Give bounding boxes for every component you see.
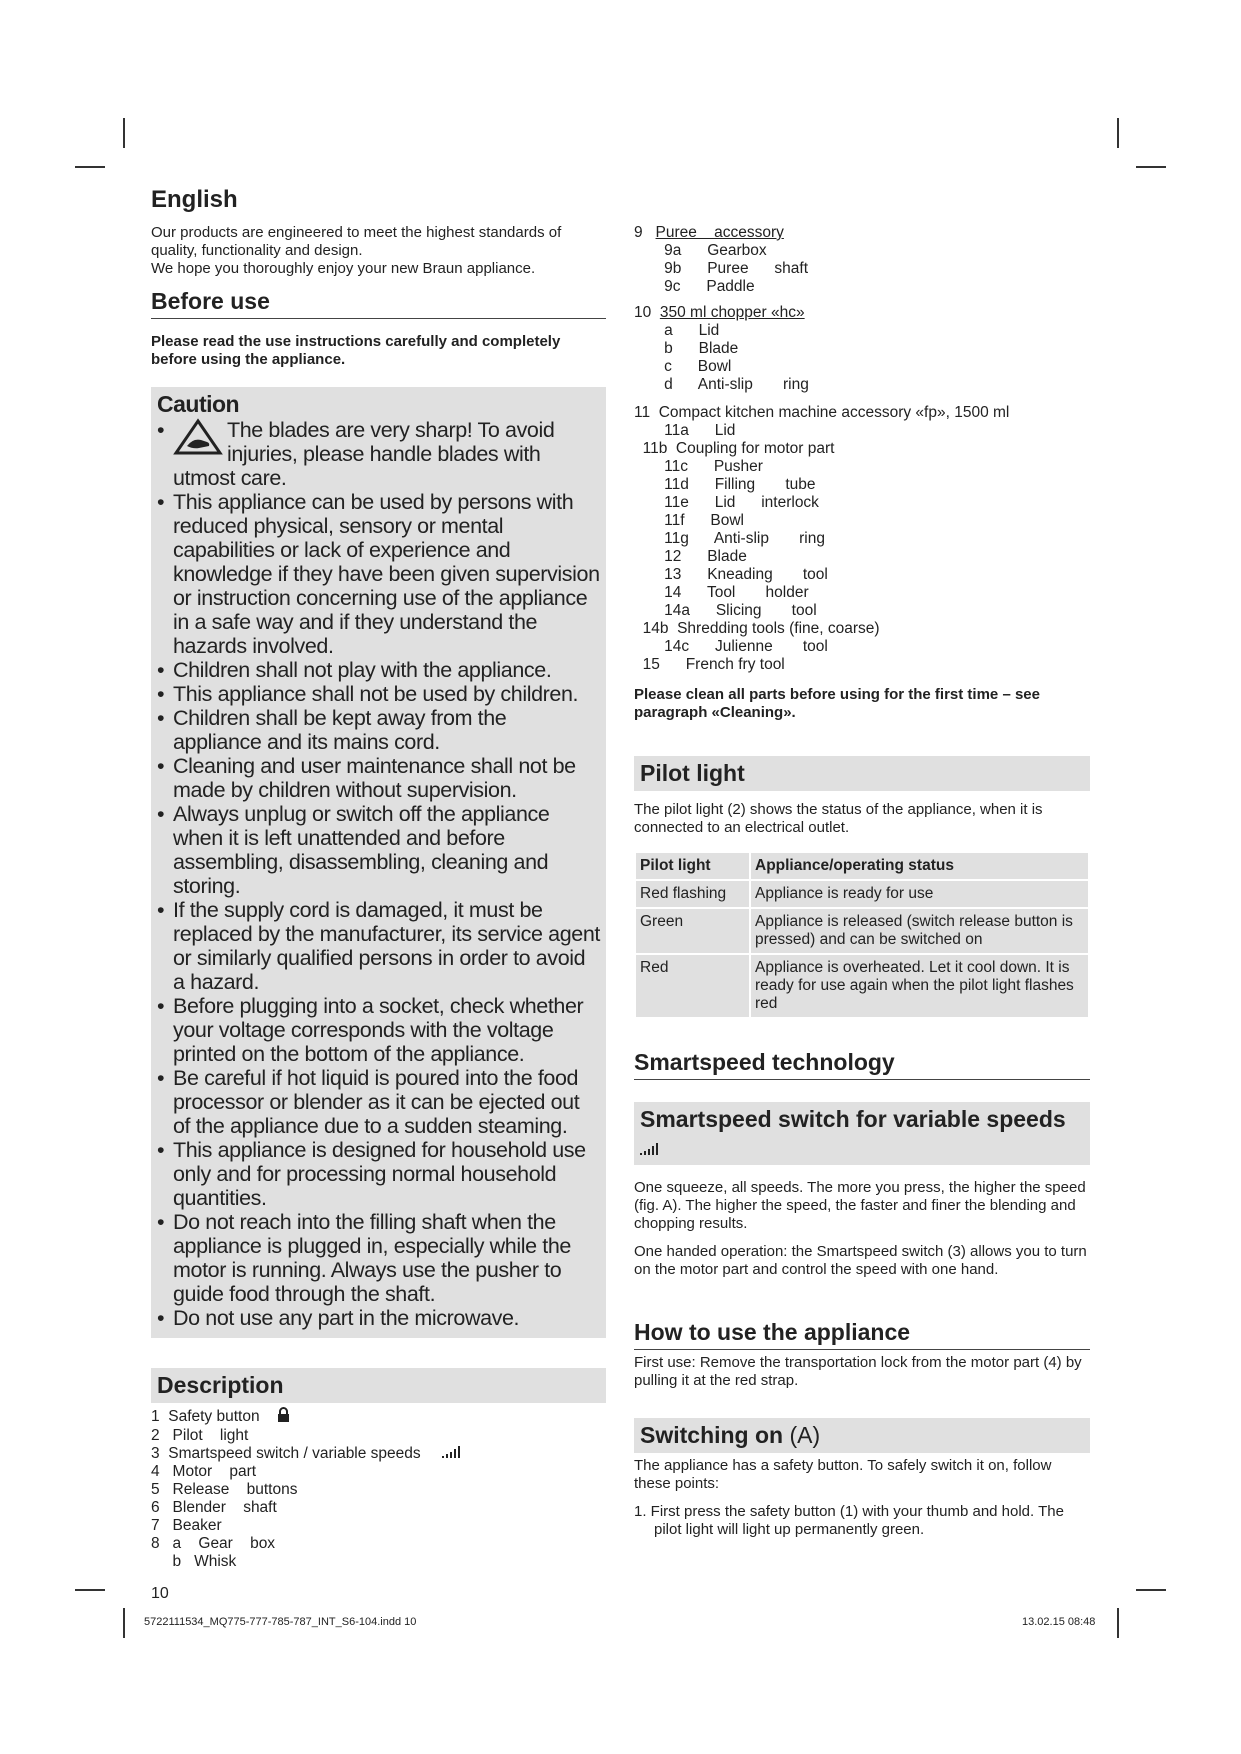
list-item: 2 Pilot light	[151, 1427, 249, 1444]
caution-item: • The blades are very sharp! To avoid injuries, please handle blades with utmost care.	[157, 418, 600, 490]
list-item: b Whisk	[151, 1553, 237, 1571]
crop-mark	[75, 1589, 105, 1591]
before-use-heading: Before use	[151, 288, 606, 319]
table-row	[636, 955, 1088, 1017]
caution-item: • This appliance can be used by persons with reduced physical, sensory or mental capabilities or lack of experience and knowledge if they have been given supervision or instruction concerning use of the appliance in a safe way and if they understand the hazards involved.	[157, 490, 600, 658]
description-list	[151, 1407, 606, 1571]
list-item: 7 Beaker	[151, 1517, 222, 1535]
list-item: 11g Anti-slip ring	[634, 530, 825, 547]
left-column	[151, 186, 606, 1603]
list-item: 9b Puree shaft	[634, 260, 809, 277]
before-use-note: Please read the use instructions carefully and completely before using the appliance.	[151, 333, 561, 368]
crop-mark	[1117, 118, 1119, 148]
crop-mark	[1117, 1608, 1119, 1638]
list-item: 9 Puree accessory	[634, 224, 784, 241]
list-item: 1 Safety button	[151, 1407, 606, 1427]
caution-item: • Cleaning and user maintenance shall not be made by children without supervision.	[157, 754, 600, 802]
list-item: 11d Filling tube	[634, 476, 816, 493]
caution-item: • This appliance shall not be used by children.	[157, 682, 600, 706]
list-item: 12 Blade	[634, 548, 747, 565]
lock-icon	[277, 1407, 290, 1427]
crop-mark	[1136, 166, 1166, 168]
crop-mark	[1136, 1589, 1166, 1591]
table-row	[636, 909, 1088, 953]
hand-blade-warning-icon	[173, 418, 223, 456]
smartspeed-heading: Smartspeed technology	[634, 1049, 1090, 1080]
list-item: d Anti-slip ring	[634, 376, 809, 393]
list-item: 4 Motor part	[151, 1463, 257, 1481]
how-to-use-text: First use: Remove the transportation lock from the motor part (4) by pulling it at the red strap.	[634, 1354, 1082, 1390]
list-item: 11b Coupling for motor part	[634, 440, 835, 457]
list-item: 14b Shredding tools (fine, coarse)	[634, 620, 880, 637]
speed-bars-icon	[640, 1134, 660, 1161]
list-item: 14c Julienne tool	[634, 638, 828, 655]
table-header: Pilot light	[636, 853, 749, 879]
smartspeed-text-1: One squeeze, all speeds. The more you press, the higher the speed (fig. A). The higher the speed, the faster and finer the blending and chopping results.	[634, 1179, 1086, 1233]
caution-item: • Do not use any part in the microwave.	[157, 1306, 600, 1330]
table-header-row	[636, 853, 1088, 879]
how-to-use-heading: How to use the appliance	[634, 1319, 1090, 1350]
list-item: 11 Compact kitchen machine accessory «fp», 1500 ml	[634, 404, 1010, 421]
clean-note: Please clean all parts before using for the first time – see paragraph «Cleaning».	[634, 686, 1040, 721]
caution-heading: Caution	[157, 391, 240, 417]
pilot-light-heading: Pilot light	[634, 756, 1090, 791]
intro-paragraph-2: We hope you thoroughly enjoy your new Braun appliance.	[151, 260, 536, 277]
list-item: 14a Slicing tool	[634, 602, 817, 619]
caution-item: • Before plugging into a socket, check whether your voltage corresponds with the voltage printed on the bottom of the appliance.	[157, 994, 600, 1066]
intro-paragraph: Our products are engineered to meet the highest standards of quality, functionality and design.	[151, 224, 562, 259]
list-item: 11a Lid	[634, 422, 736, 439]
smartspeed-switch-heading: Smartspeed switch for variable speeds	[634, 1102, 1090, 1165]
table-cell: Appliance is ready for use	[751, 881, 1088, 907]
list-item: b Blade	[634, 340, 739, 357]
pilot-light-text: The pilot light (2) shows the status of the appliance, when it is connected to an electrical outlet.	[634, 801, 1043, 836]
speed-bars-icon	[442, 1445, 462, 1463]
switching-on-text: The appliance has a safety button. To safely switch it on, follow these points:	[634, 1457, 1052, 1493]
footer-file: 5722111534_MQ775-777-785-787_INT_S6-104.indd 10	[144, 1616, 417, 1628]
table-row	[636, 881, 1088, 907]
table-cell: Appliance is released (switch release button is pressed) and can be switched on	[751, 909, 1088, 953]
footer-date: 13.02.15 08:48	[1022, 1616, 1096, 1628]
crop-mark	[123, 1608, 125, 1638]
list-item	[634, 394, 1090, 404]
pilot-light-table	[634, 851, 1090, 1019]
caution-item: • Always unplug or switch off the appliance when it is left unattended and before assembling, disassembling, cleaning and storing.	[157, 802, 600, 898]
list-item: c Bowl	[634, 358, 732, 375]
list-item: 8 a Gear box	[151, 1535, 276, 1553]
page-number: 10	[151, 1585, 169, 1603]
list-item: 11c Pusher	[634, 458, 763, 475]
table-cell: Red	[636, 955, 749, 1017]
crop-mark	[75, 166, 105, 168]
caution-item: • Children shall not play with the appliance.	[157, 658, 600, 682]
list-item: 14 Tool holder	[634, 584, 809, 601]
right-column	[634, 224, 1090, 1539]
list-item: 10 350 ml chopper «hc»	[634, 304, 805, 321]
list-item: 15 French fry tool	[634, 656, 785, 673]
list-item: 11f Bowl	[634, 512, 744, 529]
caution-item: • If the supply cord is damaged, it must be replaced by the manufacturer, its service agent or similarly qualified persons in order to avoid a hazard.	[157, 898, 600, 994]
parts-list	[634, 224, 1090, 674]
caution-list	[157, 418, 600, 1330]
caution-item: • This appliance is designed for household use only and for processing normal household quantities.	[157, 1138, 600, 1210]
table-cell: Red flashing	[636, 881, 749, 907]
caution-item: • Be careful if hot liquid is poured into the food processor or blender as it can be ejected out of the appliance due to a sudden steaming.	[157, 1066, 600, 1138]
list-item: 13 Kneading tool	[634, 566, 828, 583]
list-item: 3 Smartspeed switch / variable speeds	[151, 1445, 606, 1463]
list-item: 9c Paddle	[634, 278, 755, 295]
caution-item: • Do not reach into the filling shaft when the appliance is plugged in, especially while the motor is running. Always use the pusher to guide food through the shaft.	[157, 1210, 600, 1306]
description-section	[151, 1368, 606, 1571]
language-title: English	[151, 186, 238, 213]
crop-mark	[123, 118, 125, 148]
switching-on-heading: Switching on (A)	[634, 1418, 1090, 1453]
table-cell: Appliance is overheated. Let it cool down. It is ready for use again when the pilot light flashes red	[751, 955, 1088, 1017]
list-item: 9a Gearbox	[634, 242, 767, 259]
caution-item: • Children shall be kept away from the appliance and its mains cord.	[157, 706, 600, 754]
list-item: a Lid	[634, 322, 720, 339]
table-header: Appliance/operating status	[751, 853, 1088, 879]
list-item: 6 Blender shaft	[151, 1499, 277, 1517]
smartspeed-text-2: One handed operation: the Smartspeed switch (3) allows you to turn on the motor part and control the speed with one hand.	[634, 1243, 1087, 1279]
caution-box	[151, 387, 606, 1338]
table-cell: Green	[636, 909, 749, 953]
list-item: 5 Release buttons	[151, 1481, 298, 1499]
description-heading: Description	[151, 1368, 606, 1403]
step-1: 1. First press the safety button (1) with your thumb and hold. The pilot light will light up permanently green.	[634, 1503, 1064, 1539]
list-item: 11e Lid interlock	[634, 494, 819, 511]
